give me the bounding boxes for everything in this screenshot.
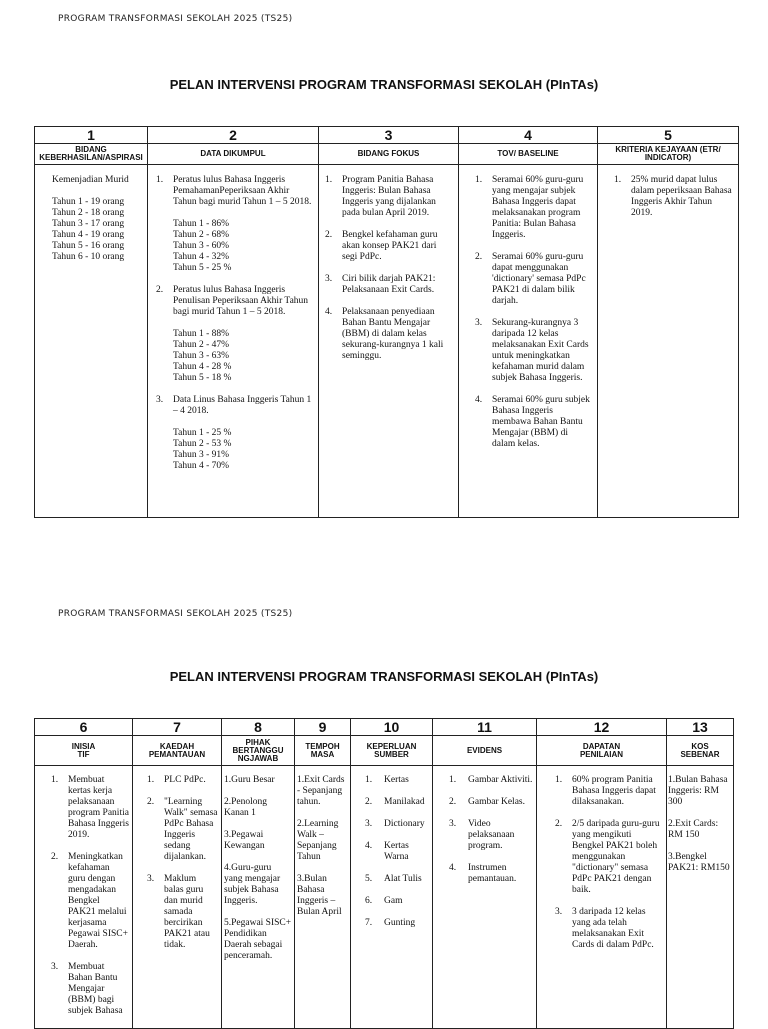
tahun-line: Tahun 1 - 19 orang: [52, 197, 125, 207]
list-item: 2. Seramai 60% guru-guru dapat menggunakan 'dictionary' semasa PdPc PAK21 di dalam bilik darjah.: [475, 252, 586, 306]
pihak-item: 5.Pegawai SISC+ Pendidikan Daerah sebagai penceramah.: [224, 918, 292, 961]
col-number-8: 8: [222, 719, 295, 736]
tempoh-item: 2.Learning Walk – Sepanjang Tahun: [297, 819, 339, 862]
col-number-2: 2: [148, 127, 319, 144]
cell-tempoh-masa: [295, 766, 351, 1029]
list-item: 4. Kertas Warna: [365, 841, 409, 862]
list-item: 3. Sekurang-kurangnya 3 daripada 12 kelas melaksanakan Exit Cards untuk meningkatkan kefahaman murid dalam subjek Bahasa Inggeris.: [475, 318, 589, 383]
col-label-inisiatif: INISIA TIF: [35, 736, 133, 766]
kos-item: 1.Bulan Bahasa Inggeris: RM 300: [668, 775, 728, 807]
list-item: 2. 2/5 daripada guru-guru yang mengikuti Bengkel PAK21 boleh menggunakan "dictionary" semasa PdPc PAK21 dengan baik.: [555, 819, 660, 895]
col-number-6: 6: [35, 719, 133, 736]
dapatan-list: [555, 775, 663, 951]
list-item: 1. 60% program Panitia Bahasa Inggeris dapat dilaksanakan.: [555, 775, 656, 807]
list-item: 1. Gambar Aktiviti.: [449, 775, 533, 785]
page1-title: PELAN INTERVENSI PROGRAM TRANSFORMASI SEKOLAH (PInTAs): [169, 77, 599, 92]
list-item: 2. Manilakad: [365, 797, 425, 807]
col-label-bidang-keberhasilan: BIDANG KEBERHASILAN/ASPIRASI: [35, 144, 148, 165]
page2-header: PROGRAM TRANSFORMASI SEKOLAH 2025 (TS25): [58, 609, 293, 619]
col-number-3: 3: [319, 127, 459, 144]
list-item: 1. 25% murid dapat lulus dalam peperiksaan Bahasa Inggeris Akhir Tahun 2019.: [614, 175, 732, 218]
list-item: 4. Instrumen pemantauan.: [449, 863, 517, 884]
cell-dapatan-penilaian: [537, 766, 667, 1029]
col-number-13: 13: [667, 719, 734, 736]
col-number-7: 7: [133, 719, 222, 736]
evidens-list: [449, 775, 534, 885]
list-item: 1. Membuat kertas kerja pelaksanaan program Panitia Bahasa Inggeris 2019.: [51, 775, 129, 840]
list-item: 4. Pelaksanaan penyediaan Bahan Bantu Mengajar (BBM) di dalam kelas sekurang-kurangnya 1 kali seminggu.: [325, 307, 444, 361]
page2-title: PELAN INTERVENSI PROGRAM TRANSFORMASI SEKOLAH (PInTAs): [169, 669, 599, 684]
col-number-9: 9: [295, 719, 351, 736]
col-label-evidens: EVIDENS: [433, 736, 537, 766]
col-number-4: 4: [459, 127, 598, 144]
cell-kriteria-kejayaan: [598, 165, 739, 518]
tahun-line: Tahun 2 - 18 orang: [52, 208, 125, 218]
bidang-fokus-list: [325, 175, 454, 362]
list-item: 4. Seramai 60% guru subjek Bahasa Inggeris membawa Bahan Bantu Mengajar (BBM) di dalam kelas.: [475, 395, 590, 449]
cell-keperluan-sumber: [351, 766, 433, 1029]
col-label-pihak-bertanggungjawab: PIHAK BERTANGGU NGJAWAB: [222, 736, 295, 766]
inisiatif-list: [51, 775, 129, 1017]
kriteria-list: [614, 175, 734, 219]
list-item: 5. Alat Tulis: [365, 874, 422, 884]
list-item: 1. Seramai 60% guru-guru yang mengajar subjek Bahasa Inggeris dapat melaksanakan program Panitia: Bulan Bahasa Inggeris.: [475, 175, 584, 240]
page1-header: PROGRAM TRANSFORMASI SEKOLAH 2025 (TS25): [58, 14, 293, 24]
tempoh-item: 1.Exit Cards - Sepanjang tahun.: [297, 775, 345, 807]
tempoh-item: 3.Bulan Bahasa Inggeris – Bulan April: [297, 874, 342, 917]
col-label-data-dikumpul: DATA DIKUMPUL: [148, 144, 319, 165]
list-item: 3. Membuat Bahan Bantu Mengajar (BBM) bagi subjek Bahasa: [51, 962, 123, 1016]
list-item: 6. Gam: [365, 896, 403, 906]
col-number-10: 10: [351, 719, 433, 736]
col-number-12: 12: [537, 719, 667, 736]
col-label-kaedah-pemantauan: KAEDAH PEMANTAUAN: [133, 736, 222, 766]
sumber-list: [365, 775, 430, 929]
list-item: 3. Dictionary: [365, 819, 425, 829]
list-item: 2. Peratus lulus Bahasa Inggeris Penulisan Peperiksaan Akhir Tahun bagi murid Tahun 1 – 5 2018. Tahun 1 - 88% Tahun 2 - 47% Tahun 3 - 63% Tahun 4 - 28 % Tahun 5 - 18 %: [156, 285, 309, 383]
data-dikumpul-list: [156, 175, 312, 472]
tahun-line: Tahun 5 - 16 orang: [52, 241, 125, 251]
cell-pihak-bertanggungjawab: [222, 766, 295, 1029]
pihak-item: 1.Guru Besar: [224, 775, 275, 785]
col-label-bidang-fokus: BIDANG FOKUS: [319, 144, 459, 165]
cell-kaedah-pemantauan: [133, 766, 222, 1029]
cell-kemenjadian-murid: [35, 165, 148, 518]
col-number-11: 11: [433, 719, 537, 736]
list-item: 1. PLC PdPc.: [147, 775, 206, 785]
page1-table: [34, 126, 739, 518]
list-item: 3. Video pelaksanaan program.: [449, 819, 515, 851]
list-item: 2. Meningkatkan kefahaman guru dengan mengadakan Bengkel PAK21 melalui kerjasama Pegawai SISC+ Daerah.: [51, 852, 128, 950]
pihak-item: 4.Guru-guru yang mengajar subjek Bahasa Inggeris.: [224, 863, 281, 906]
col-label-kos-sebenar: KOS SEBENAR: [667, 736, 734, 766]
list-item: 3. Maklum balas guru dan murid samada bercirikan PAK21 atau tidak.: [147, 874, 210, 950]
list-item: 2. Gambar Kelas.: [449, 797, 525, 807]
kos-item: 2.Exit Cards: RM 150: [668, 819, 719, 840]
list-item: 2. "Learning Walk" semasa PdPc Bahasa Inggeris sedang dijalankan.: [147, 797, 218, 862]
list-item: 1. Peratus lulus Bahasa Inggeris PemahamanPeperiksaan Akhir Tahun bagi murid Tahun 1 – 5 2018. Tahun 1 - 86% Tahun 2 - 68% Tahun 3 - 60% Tahun 4 - 32% Tahun 5 - 25 %: [156, 175, 312, 273]
kemenjadian-heading: Kemenjadian Murid: [52, 175, 129, 185]
cell-kos-sebenar: [667, 766, 734, 1029]
cell-bidang-fokus: [319, 165, 459, 518]
pihak-item: 3.Pegawai Kewangan: [224, 830, 265, 851]
kos-item: 3.Bengkel PAK21: RM150: [668, 852, 730, 873]
list-item: 1. Kertas: [365, 775, 409, 785]
cell-data-dikumpul: [148, 165, 319, 518]
col-number-5: 5: [598, 127, 739, 144]
tahun-line: Tahun 6 - 10 orang: [52, 252, 125, 262]
list-item: 2. Bengkel kefahaman guru akan konsep PAK21 dari segi PdPc.: [325, 230, 438, 262]
page2-table: [34, 718, 734, 1029]
cell-evidens: [433, 766, 537, 1029]
cell-inisiatif: [35, 766, 133, 1029]
pihak-item: 2.Penolong Kanan 1: [224, 797, 268, 818]
kaedah-list: [147, 775, 218, 951]
list-item: 7. Gunting: [365, 918, 416, 928]
list-item: 3. 3 daripada 12 kelas yang ada telah melaksanakan Exit Cards di dalam PdPc.: [555, 907, 654, 950]
col-label-tempoh-masa: TEMPOH MASA: [295, 736, 351, 766]
tov-baseline-list: [475, 175, 593, 450]
col-label-kriteria-kejayaan: KRITERIA KEJAYAAN (ETR/ INDICATOR): [598, 144, 739, 165]
cell-tov-baseline: [459, 165, 598, 518]
tahun-line: Tahun 3 - 17 orang: [52, 219, 125, 229]
col-label-tov-baseline: TOV/ BASELINE: [459, 144, 598, 165]
list-item: 3. Data Linus Bahasa Inggeris Tahun 1 – 4 2018. Tahun 1 - 25 % Tahun 2 - 53 % Tahun 3 - 91% Tahun 4 - 70%: [156, 395, 312, 471]
col-label-keperluan-sumber: KEPERLUAN SUMBER: [351, 736, 433, 766]
list-item: 3. Ciri bilik darjah PAK21: Pelaksanaan Exit Cards.: [325, 274, 436, 295]
col-number-1: 1: [35, 127, 148, 144]
col-label-dapatan-penilaian: DAPATAN PENILAIAN: [537, 736, 667, 766]
tahun-line: Tahun 4 - 19 orang: [52, 230, 125, 240]
list-item: 1. Program Panitia Bahasa Inggeris: Bulan Bahasa Inggeris yang dijalankan pada bulan April 2019.: [325, 175, 436, 218]
